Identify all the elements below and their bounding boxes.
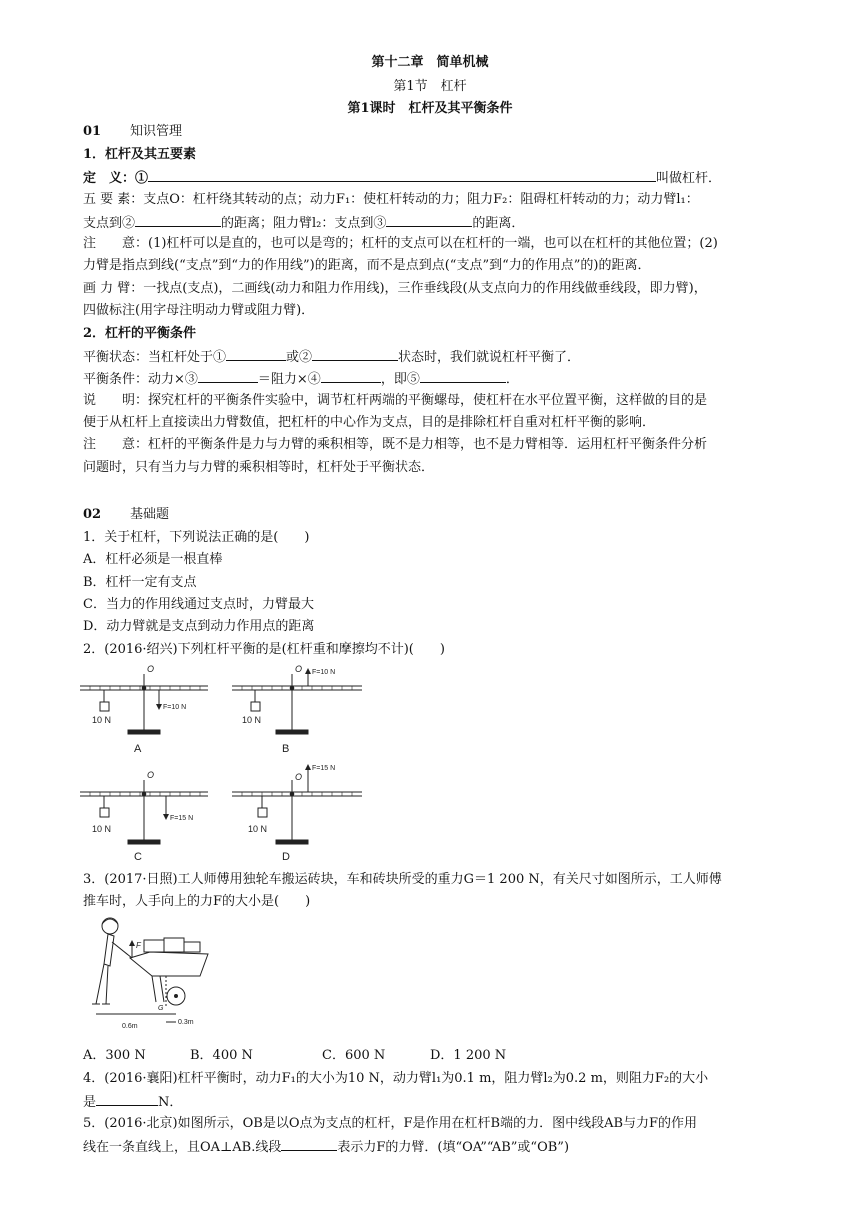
force-label-b: F=10 N: [312, 669, 336, 676]
q5-answer-blank[interactable]: [281, 1138, 337, 1151]
figure-label-a: A: [134, 743, 142, 755]
pivot-label-d: O: [295, 772, 303, 782]
section-title: 第1节 杠杆: [393, 79, 467, 94]
q3-option-a[interactable]: A．300 N: [83, 1048, 146, 1063]
blank-state-1[interactable]: [226, 348, 286, 361]
q1-option-b[interactable]: B．杠杆一定有支点: [83, 575, 197, 590]
draw-arm-line1: 画 力 臂：一找点(支点)，二画线(动力和阻力作用线)，三作垂线段(从支点向力的作用线做垂线段，即力臂)，: [83, 281, 707, 296]
figure-label-b: B: [282, 743, 290, 755]
part2-number: 02: [83, 507, 102, 522]
definition-line: 定 义：① 叫做杠杆．: [83, 171, 722, 186]
blank-cond-4[interactable]: [321, 370, 381, 383]
explanation-line1: 说 明：探究杠杆的平衡条件实验中，调节杠杆两端的平衡螺母，使杠杆在水平位置平衡，这样做的目的是: [83, 393, 708, 408]
question-4-line2: 是 N．: [83, 1095, 183, 1110]
q4-answer-blank[interactable]: [96, 1093, 158, 1106]
brick-2: [164, 938, 184, 952]
chapter-title: 第十二章 简单机械: [371, 55, 489, 70]
note-line1: 注 意：(1)杠杆可以是直的，也可以是弯的；杠杆的支点可以在杠杆的一端，也可以在杠杆的其他位置；(2): [83, 236, 718, 251]
pivot-label-b: O: [295, 664, 303, 674]
force-label-c: F=15 N: [170, 815, 194, 822]
part1-title: 知识管理: [130, 124, 183, 139]
blank-3[interactable]: [386, 214, 472, 227]
dimension-03-label: 0.3m: [178, 1019, 194, 1026]
brick-3: [184, 942, 200, 952]
q1-option-d[interactable]: D．动力臂就是支点到动力作用点的距离: [83, 619, 315, 634]
note2-line1: 注 意：杠杆的平衡条件是力与力臂的乘积相等，既不是力相等，也不是力臂相等．运用杠杆平衡条件分析: [83, 437, 708, 452]
blank-cond-3[interactable]: [198, 370, 258, 383]
wheel-axle: [175, 995, 178, 998]
draw-arm-line2: 四做标注(用字母注明动力臂或阻力臂)．: [83, 303, 315, 318]
pivot-label-c: O: [147, 770, 155, 780]
heading-balance-condition: 2．杠杆的平衡条件: [83, 326, 197, 341]
force-label-a: F=10 N: [163, 704, 187, 711]
brick-1: [144, 940, 164, 952]
lever-figure-d[interactable]: [232, 764, 362, 863]
worker-arm: [112, 942, 132, 958]
pivot-label-a: O: [147, 664, 155, 674]
worker-head: [102, 918, 118, 934]
lesson-title: 第1课时 杠杆及其平衡条件: [347, 101, 513, 116]
force-label-d: F=15 N: [312, 765, 336, 772]
question-5-line1: 5．(2016·北京)如图所示，OB是以O点为支点的杠杆，F是作用在杠杆B端的力．图中线段AB与力F的作用: [83, 1116, 698, 1131]
note-line2: 力臂是指点到线(“支点”到“力的作用线”)的距离，而不是点到点(“支点”到“力的作用点”的)的距离．: [83, 258, 651, 273]
five-elements-line2: 支点到② 的距离；阻力臂l₂：支点到③ 的距离．: [83, 216, 525, 231]
figure-label-d: D: [282, 851, 290, 863]
dimension-06-label: 0.6m: [122, 1023, 138, 1030]
lever-figure-c[interactable]: [80, 770, 208, 863]
barrow-legs: [152, 976, 164, 1002]
blank-state-2[interactable]: [312, 348, 398, 361]
part2-title: 基础题: [130, 507, 170, 522]
heading-lever-elements: 1．杠杆及其五要素: [83, 147, 197, 162]
q3-option-b[interactable]: B．400 N: [190, 1048, 253, 1063]
weight-label-c: 10 N: [92, 824, 112, 834]
wheelbarrow-figure[interactable]: [80, 914, 220, 1034]
question-2: 2．(2016·绍兴)下列杠杆平衡的是(杠杆重和摩擦均不计)( ): [83, 642, 445, 657]
blank-1[interactable]: [148, 169, 656, 182]
barrow-tray: [130, 952, 208, 976]
lever-figures: [72, 660, 372, 868]
five-elements-line1: 五 要 素：支点O：杠杆绕其转动的点；动力F₁：使杠杆转动的力；阻力F₂：阻碍杠杆转动的力；动力臂l₁：: [83, 192, 699, 207]
worker-legs: [96, 964, 108, 1004]
explanation-line2: 便于从杠杆上直接读出力臂数值，把杠杆的中心作为支点，目的是排除杠杆自重对杠杆平衡的影响．: [83, 415, 656, 430]
question-4-line1: 4．(2016·襄阳)杠杆平衡时，动力F₁的大小为10 N，动力臂l₁为0.1 m，阻力臂l₂为0.2 m，则阻力F₂的大小: [83, 1071, 709, 1086]
q1-option-c[interactable]: C．当力的作用线通过支点时，力臂最大: [83, 597, 314, 612]
part1-number: 01: [83, 124, 102, 139]
balance-condition-line: 平衡条件：动力×③ ＝阻力×④ ，即⑤ ．: [83, 372, 519, 387]
figure-label-c: C: [134, 851, 142, 863]
q3-option-d[interactable]: D．1 200 N: [430, 1048, 507, 1063]
weight-label-a: 10 N: [92, 715, 112, 725]
force-f-arrowhead: [129, 940, 135, 946]
weight-label-d: 10 N: [248, 824, 268, 834]
question-3-line2: 推车时，人手向上的力F的大小是( ): [83, 894, 311, 909]
weight-label-b: 10 N: [242, 715, 262, 725]
worker-body: [104, 934, 114, 966]
question-1: 1．关于杠杆，下列说法正确的是( ): [83, 530, 310, 545]
force-f-label: F: [136, 941, 141, 950]
gravity-label: G: [158, 1005, 164, 1012]
lever-figure-a[interactable]: [80, 664, 208, 755]
q1-option-a[interactable]: A．杠杆必须是一根直棒: [83, 552, 223, 567]
lever-figure-b[interactable]: [232, 664, 362, 755]
blank-cond-5[interactable]: [420, 370, 506, 383]
note2-line2: 问题时，只有当力与力臂的乘积相等时，杠杆处于平衡状态．: [83, 460, 435, 475]
q3-option-c[interactable]: C．600 N: [322, 1048, 386, 1063]
balance-state-line: 平衡状态：当杠杆处于① 或② 状态时，我们就说杠杆平衡了．: [83, 350, 581, 365]
question-3-line1: 3．(2017·日照)工人师傅用独轮车搬运砖块，车和砖块所受的重力G＝1 200 N，有关尺寸如图所示，工人师傅: [83, 872, 722, 887]
blank-2[interactable]: [135, 214, 221, 227]
question-5-line2: 线在一条直线上，且OA⊥AB.线段 表示力F的力臂．(填“OA”“AB”或“OB”): [83, 1140, 570, 1155]
